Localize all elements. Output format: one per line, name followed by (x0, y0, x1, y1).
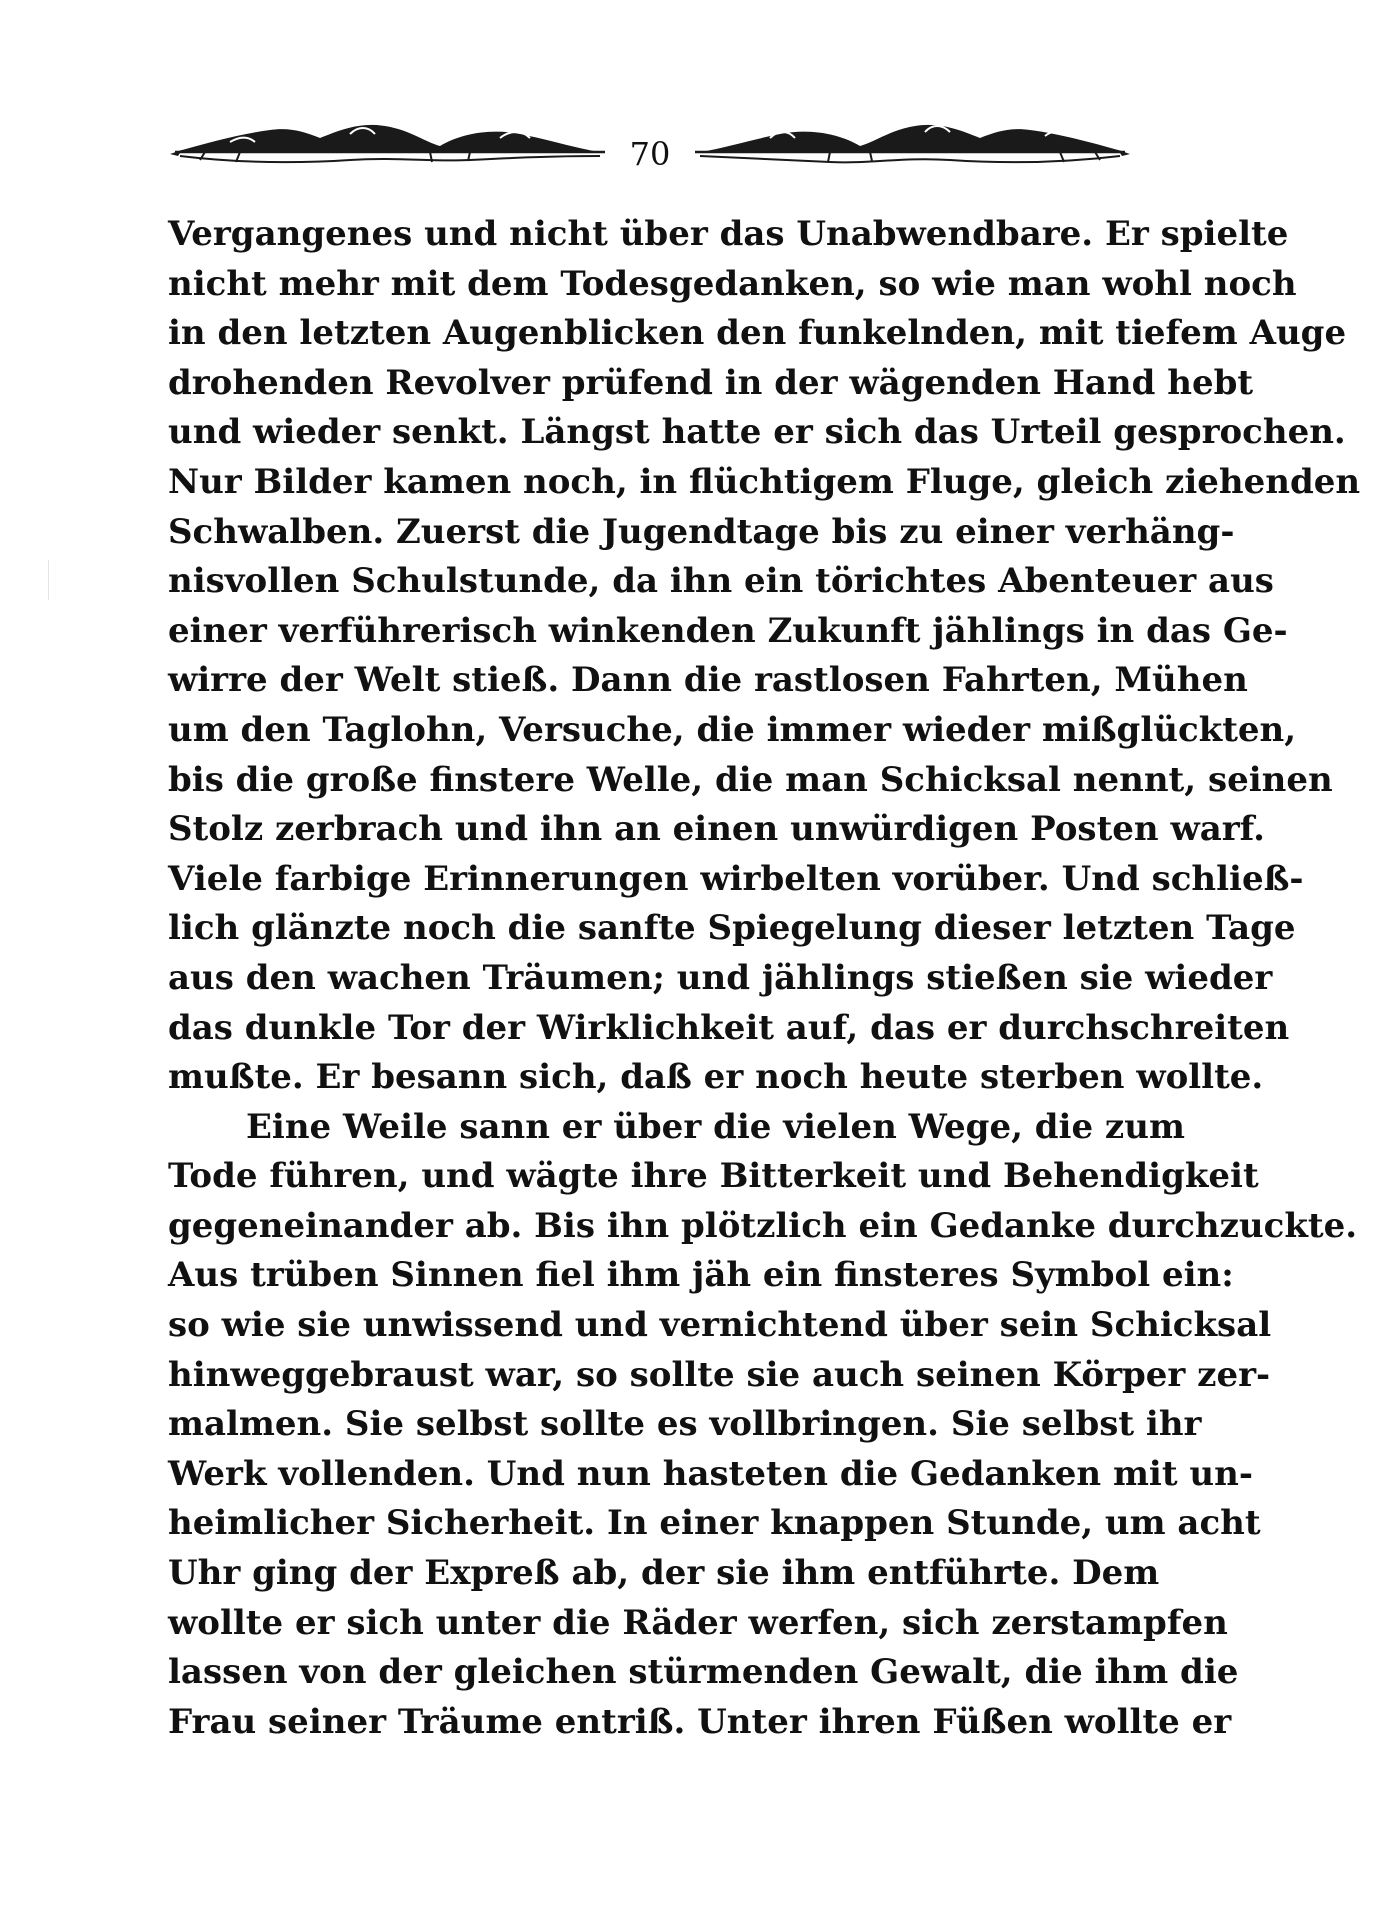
page-header (170, 112, 1130, 184)
text-line: einer verführerisch winkenden Zukunft jählings in das Ge- (168, 610, 1288, 651)
text-line: um den Taglohn, Versuche, die immer wieder mißglückten, (168, 709, 1297, 750)
text-line: Viele farbige Erinnerungen wirbelten vorüber. Und schließ- (168, 858, 1304, 899)
text-line: Uhr ging der Expreß ab, der sie ihm entführte. Dem (168, 1553, 1160, 1594)
text-line: wirre der Welt stieß. Dann die rastlosen Fahrten, Mühen (168, 660, 1248, 701)
text-line: lich glänzte noch die sanfte Spiegelung dieser letzten Tage (168, 908, 1296, 949)
text-line: Stolz zerbrach und ihn an einen unwürdigen Posten warf. (168, 809, 1265, 850)
text-line: Eine Weile sann er über die vielen Wege, die zum (246, 1106, 1185, 1147)
text-line: Werk vollenden. Und nun hasteten die Gedanken mit un- (168, 1453, 1253, 1494)
text-line: nicht mehr mit dem Todesgedanken, so wie man wohl noch (168, 263, 1297, 304)
body-text (168, 210, 1361, 1747)
text-line: Frau seiner Träume entriß. Unter ihren Füßen wollte er (168, 1701, 1232, 1742)
text-line: wollte er sich unter die Räder werfen, sich zerstampfen (168, 1602, 1228, 1643)
text-line: malmen. Sie selbst sollte es vollbringen. Sie selbst ihr (168, 1404, 1202, 1445)
text-line: lassen von der gleichen stürmenden Gewalt, die ihm die (168, 1652, 1239, 1693)
text-line: aus den wachen Träumen; und jählings stießen sie wieder (168, 957, 1273, 998)
right-ornament-icon (690, 112, 1130, 184)
text-line: mußte. Er besann sich, daß er noch heute sterben wollte. (168, 1057, 1264, 1098)
text-line: so wie sie unwissend und vernichtend über sein Schicksal (168, 1305, 1272, 1346)
text-line: das dunkle Tor der Wirklichkeit auf, das er durchschreiten (168, 1007, 1290, 1048)
text-line: drohenden Revolver prüfend in der wägenden Hand hebt (168, 362, 1254, 403)
text-line: Tode führen, und wägte ihre Bitterkeit und Behendigkeit (168, 1156, 1259, 1197)
text-line: bis die große finstere Welle, die man Schicksal nennt, seinen (168, 759, 1333, 800)
page-number: 70 (629, 135, 671, 173)
text-line: heimlicher Sicherheit. In einer knappen Stunde, um acht (168, 1503, 1261, 1544)
text-line: Schwalben. Zuerst die Jugendtage bis zu einer verhäng- (168, 511, 1235, 552)
text-line: gegeneinander ab. Bis ihn plötzlich ein Gedanke durchzuckte. (168, 1205, 1358, 1246)
text-line: Nur Bilder kamen noch, in flüchtigem Fluge, gleich ziehenden (168, 461, 1361, 502)
left-ornament-icon (170, 112, 610, 184)
margin-smudge (48, 560, 49, 600)
text-line: hinweggebraust war, so sollte sie auch seinen Körper zer- (168, 1354, 1271, 1395)
text-line: nisvollen Schulstunde, da ihn ein törichtes Abenteuer aus (168, 561, 1274, 602)
text-line: Vergangenes und nicht über das Unabwendbare. Er spielte (168, 214, 1289, 254)
text-line: Aus trüben Sinnen fiel ihm jäh ein finsteres Symbol ein: (168, 1255, 1234, 1296)
text-line: und wieder senkt. Längst hatte er sich das Urteil gesprochen. (168, 412, 1346, 453)
text-line: in den letzten Augenblicken den funkelnden, mit tiefem Auge (168, 313, 1347, 354)
